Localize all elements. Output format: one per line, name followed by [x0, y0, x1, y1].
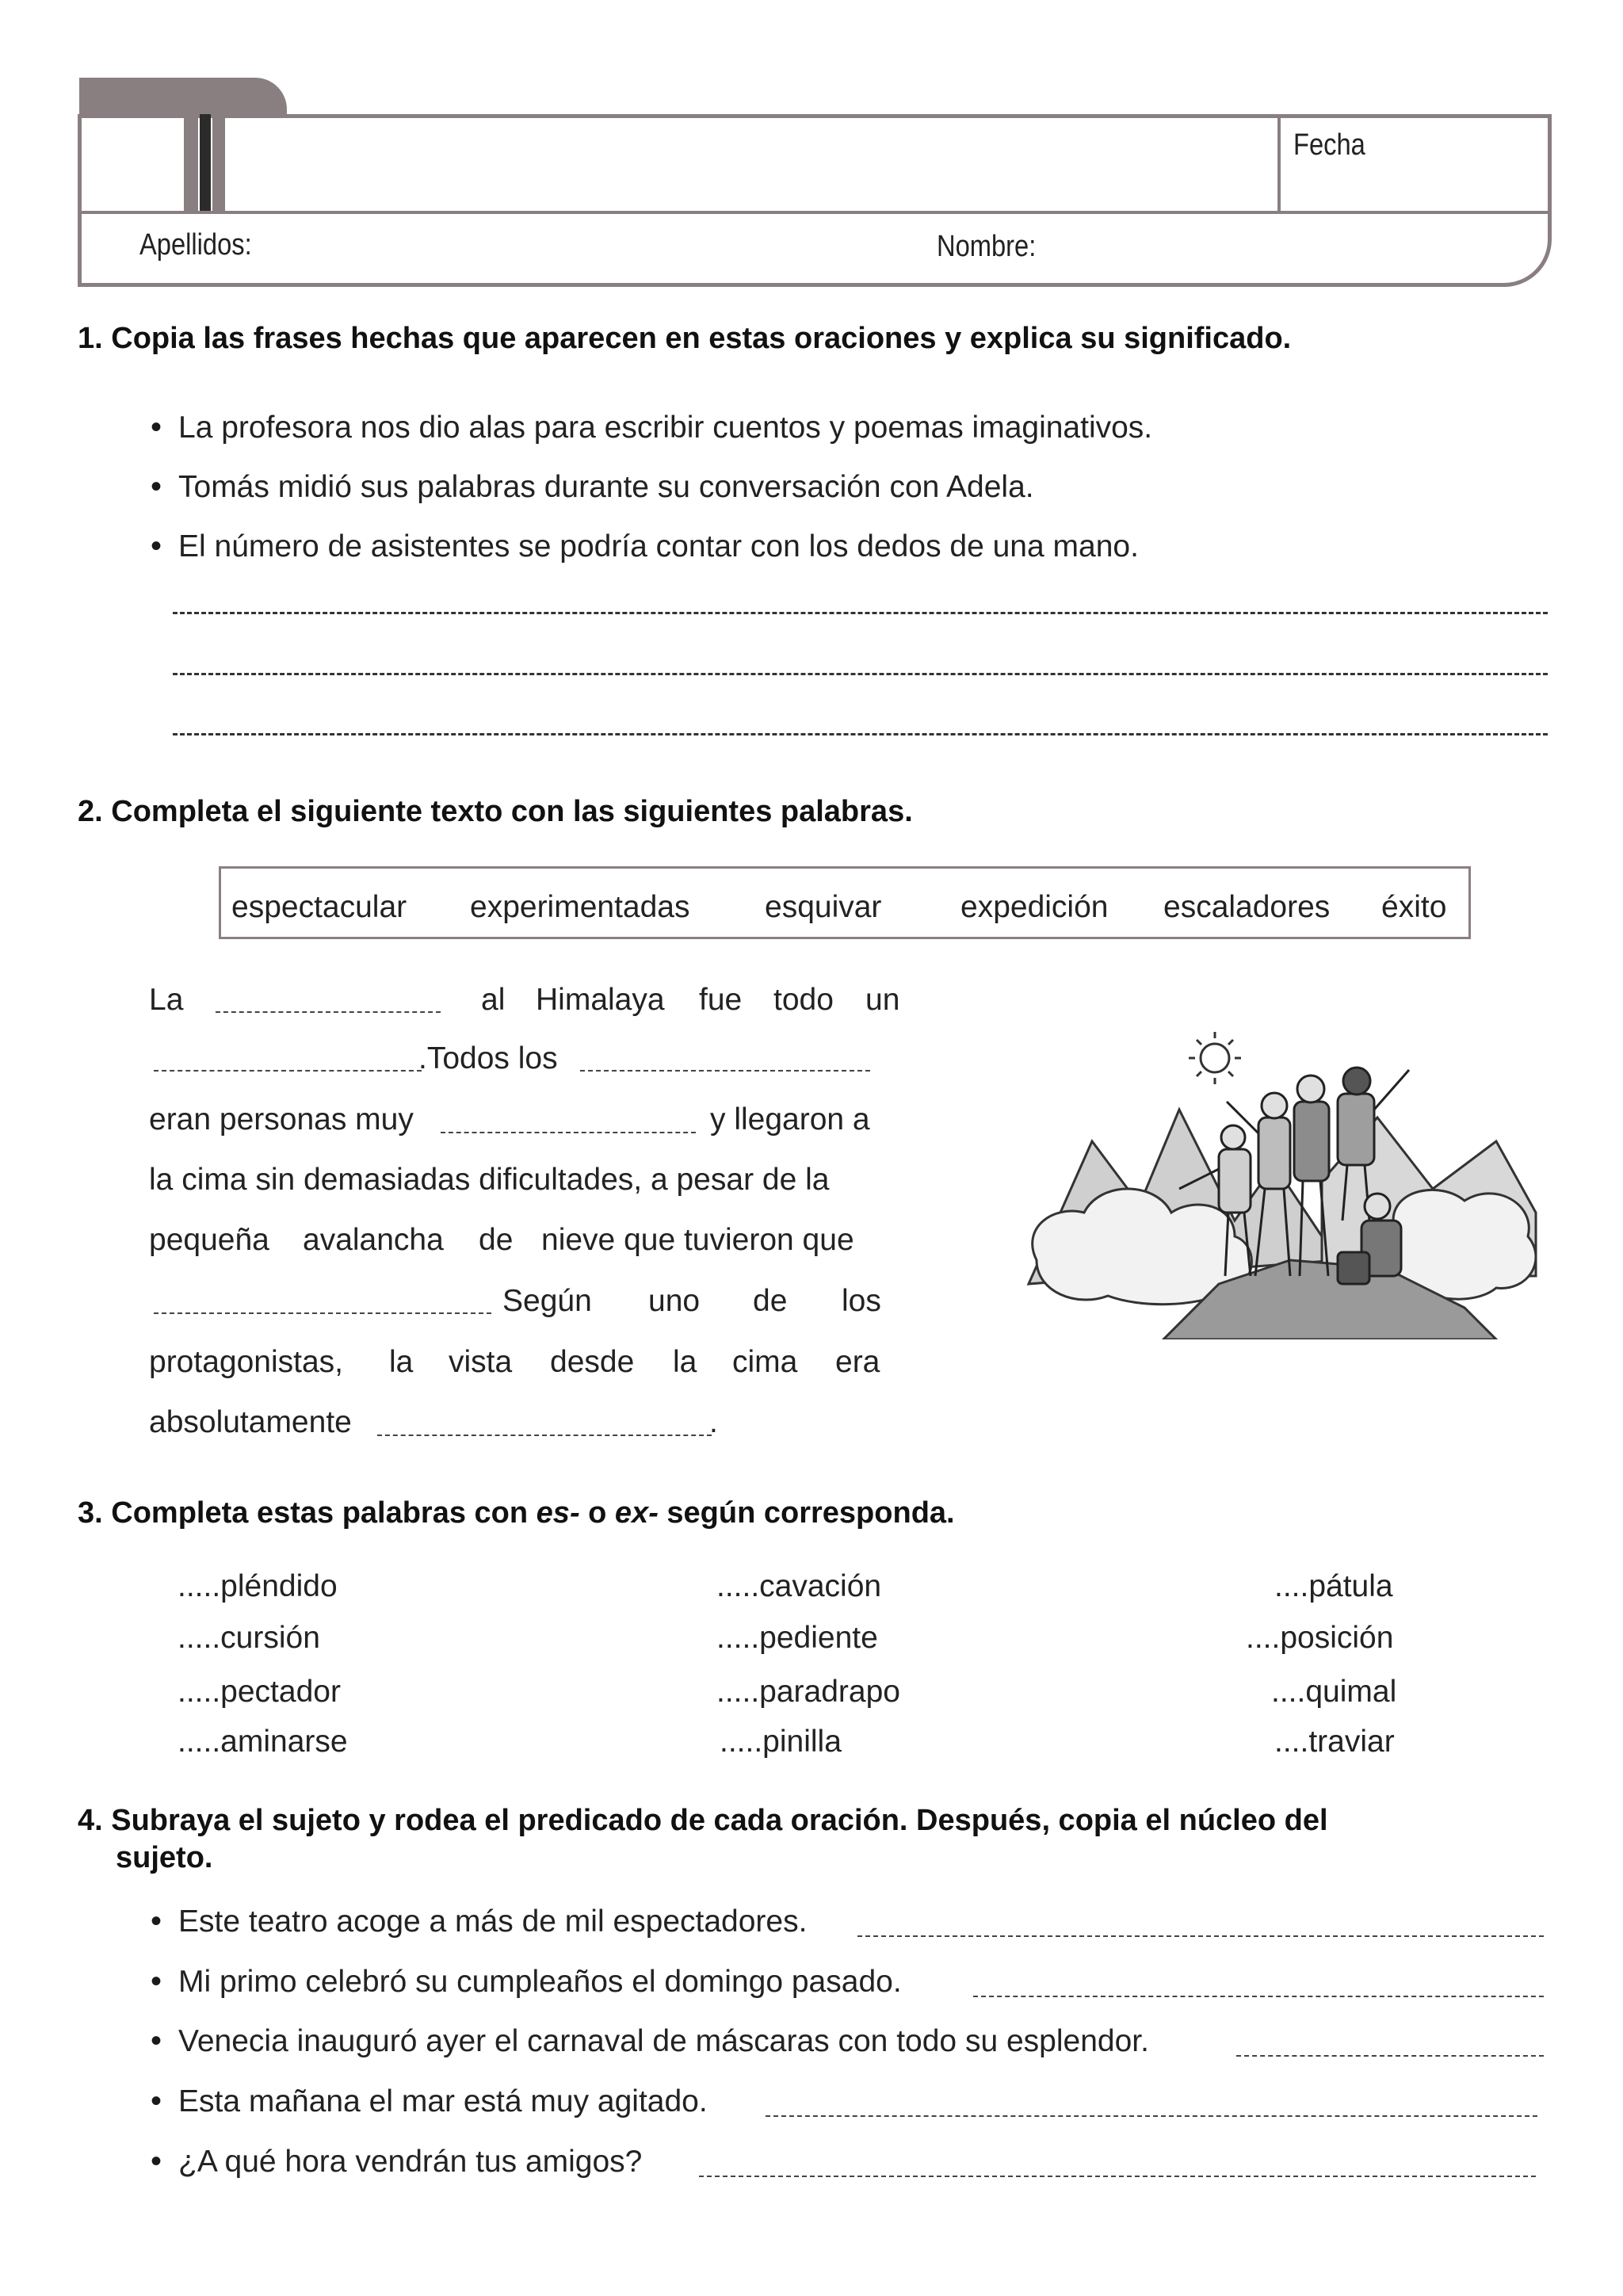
word-completion-item[interactable]: .....pectador — [178, 1675, 341, 1709]
word-bank-item: esquivar — [765, 890, 882, 924]
word-bank-item: escaladores — [1163, 890, 1331, 924]
text-word: La — [149, 983, 184, 1017]
blank-line[interactable] — [377, 1435, 712, 1436]
bullet-icon: • — [151, 469, 162, 504]
header-tab — [79, 78, 287, 119]
blank-line[interactable] — [216, 1011, 441, 1013]
answer-line[interactable] — [173, 733, 1548, 735]
q3-title-prefix: ex- — [614, 1496, 659, 1530]
text-word: .Todos los — [418, 1041, 558, 1075]
bullet-icon: • — [151, 2023, 162, 2058]
answer-line[interactable] — [173, 612, 1548, 614]
answer-line[interactable] — [857, 1935, 1544, 1937]
word-completion-item[interactable]: ....pátula — [1274, 1569, 1393, 1603]
word-bank-item: espectacular — [231, 890, 407, 924]
text-word: vista — [449, 1345, 513, 1379]
header-decor-stripe — [212, 114, 225, 211]
text-word: fue — [699, 983, 743, 1017]
text-word: la — [389, 1345, 414, 1379]
text-word: nieve que tuvieron que — [541, 1223, 854, 1257]
word-completion-item[interactable]: .....aminarse — [178, 1725, 348, 1759]
answer-line[interactable] — [173, 673, 1548, 675]
bullet-icon: • — [151, 1964, 162, 1999]
text-line: la cima sin demasiadas dificultades, a pesar de la — [149, 1163, 830, 1197]
bullet-icon: • — [151, 529, 162, 563]
bullet-icon: • — [151, 2084, 162, 2118]
text-word: todo — [773, 983, 834, 1017]
text-word: uno — [648, 1284, 701, 1318]
question-1-title: 1. Copia las frases hechas que aparecen en estas oraciones y explica su significado. — [78, 322, 1292, 355]
climbers-illustration — [1021, 1022, 1544, 1339]
word-bank-item: expedición — [960, 890, 1109, 924]
word-completion-item[interactable]: ....posición — [1246, 1621, 1394, 1655]
nombre-label: Nombre: — [937, 230, 1037, 263]
text-word: desde — [550, 1345, 635, 1379]
q4-sentence: Venecia inauguró ayer el carnaval de máscaras con todo su esplendor. — [178, 2024, 1149, 2058]
answer-line[interactable] — [1236, 2055, 1544, 2057]
word-completion-item[interactable]: ....traviar — [1274, 1725, 1395, 1759]
word-completion-item[interactable]: .....cursión — [178, 1621, 320, 1655]
text-word: al — [481, 983, 506, 1017]
text-word: protagonistas, — [149, 1345, 343, 1379]
text-word: y llegaron a — [710, 1102, 870, 1137]
q4-sentence: ¿A qué hora vendrán tus amigos? — [178, 2145, 643, 2179]
nombre-field[interactable] — [1054, 222, 1498, 269]
answer-line[interactable] — [699, 2176, 1536, 2177]
blank-line[interactable] — [441, 1132, 696, 1133]
text-word: avalancha — [303, 1223, 444, 1257]
text-word: pequeña — [149, 1223, 269, 1257]
question-4-title: 4. Subraya el sujeto y rodea el predicado de cada oración. Después, copia el núcleo del — [78, 1804, 1328, 1837]
question-4-title-cont: sujeto. — [116, 1841, 213, 1874]
word-completion-item[interactable]: .....pinilla — [720, 1725, 842, 1759]
apellidos-label: Apellidos: — [139, 228, 252, 262]
q3-title-part: 3. Completa estas palabras con — [78, 1496, 537, 1530]
blank-line[interactable] — [154, 1312, 491, 1314]
fecha-field[interactable] — [1284, 166, 1541, 206]
text-word: los — [842, 1284, 881, 1318]
bullet-icon: • — [151, 2144, 162, 2179]
header-divider — [82, 211, 1548, 214]
word-completion-item[interactable]: .....cavación — [716, 1569, 882, 1603]
header-vertical-divider — [1277, 118, 1281, 212]
text-word: la — [673, 1345, 697, 1379]
text-word: absolutamente — [149, 1405, 352, 1439]
title-field[interactable] — [238, 120, 1268, 206]
text-word: eran personas muy — [149, 1102, 414, 1137]
q1-sentence: Tomás midió sus palabras durante su conversación con Adela. — [178, 470, 1034, 504]
q3-title-part: según corresponda. — [658, 1496, 955, 1530]
text-word: de — [753, 1284, 788, 1318]
text-word: un — [865, 983, 900, 1017]
q4-sentence: Mi primo celebró su cumpleaños el domingo pasado. — [178, 1965, 902, 1999]
word-bank-item: experimentadas — [470, 890, 690, 924]
q1-sentence: La profesora nos dio alas para escribir cuentos y poemas imaginativos. — [178, 411, 1153, 445]
header-decor-stripe — [184, 114, 198, 211]
bullet-icon: • — [151, 410, 162, 445]
bullet-icon: • — [151, 1904, 162, 1939]
blank-line[interactable] — [154, 1070, 422, 1072]
q4-sentence: Este teatro acoge a más de mil espectadores. — [178, 1904, 808, 1939]
text-word: Según — [502, 1284, 592, 1318]
word-bank-item: éxito — [1381, 890, 1447, 924]
question-3-title — [78, 1496, 955, 1530]
fecha-label: Fecha — [1293, 128, 1365, 162]
q4-sentence: Esta mañana el mar está muy agitado. — [178, 2084, 708, 2118]
q3-title-part: o — [579, 1496, 615, 1530]
word-completion-item[interactable]: .....paradrapo — [716, 1675, 900, 1709]
text-word: Himalaya — [536, 983, 665, 1017]
word-completion-item[interactable]: .....pediente — [716, 1621, 878, 1655]
apellidos-field[interactable] — [269, 222, 919, 269]
answer-line[interactable] — [766, 2115, 1537, 2117]
answer-line[interactable] — [973, 1996, 1544, 1997]
blank-line[interactable] — [580, 1070, 870, 1072]
question-2-title: 2. Completa el siguiente texto con las siguientes palabras. — [78, 795, 913, 828]
text-word: cima — [732, 1345, 798, 1379]
header-decor-stripe — [200, 114, 211, 211]
q3-title-prefix: es- — [536, 1496, 580, 1530]
q1-sentence: El número de asistentes se podría contar con los dedos de una mano. — [178, 529, 1139, 563]
text-word: . — [709, 1405, 718, 1439]
sun-icon — [1201, 1044, 1229, 1072]
word-completion-item[interactable]: .....pléndido — [178, 1569, 338, 1603]
text-word: de — [479, 1223, 514, 1257]
word-completion-item[interactable]: ....quimal — [1271, 1675, 1397, 1709]
text-word: era — [835, 1345, 880, 1379]
